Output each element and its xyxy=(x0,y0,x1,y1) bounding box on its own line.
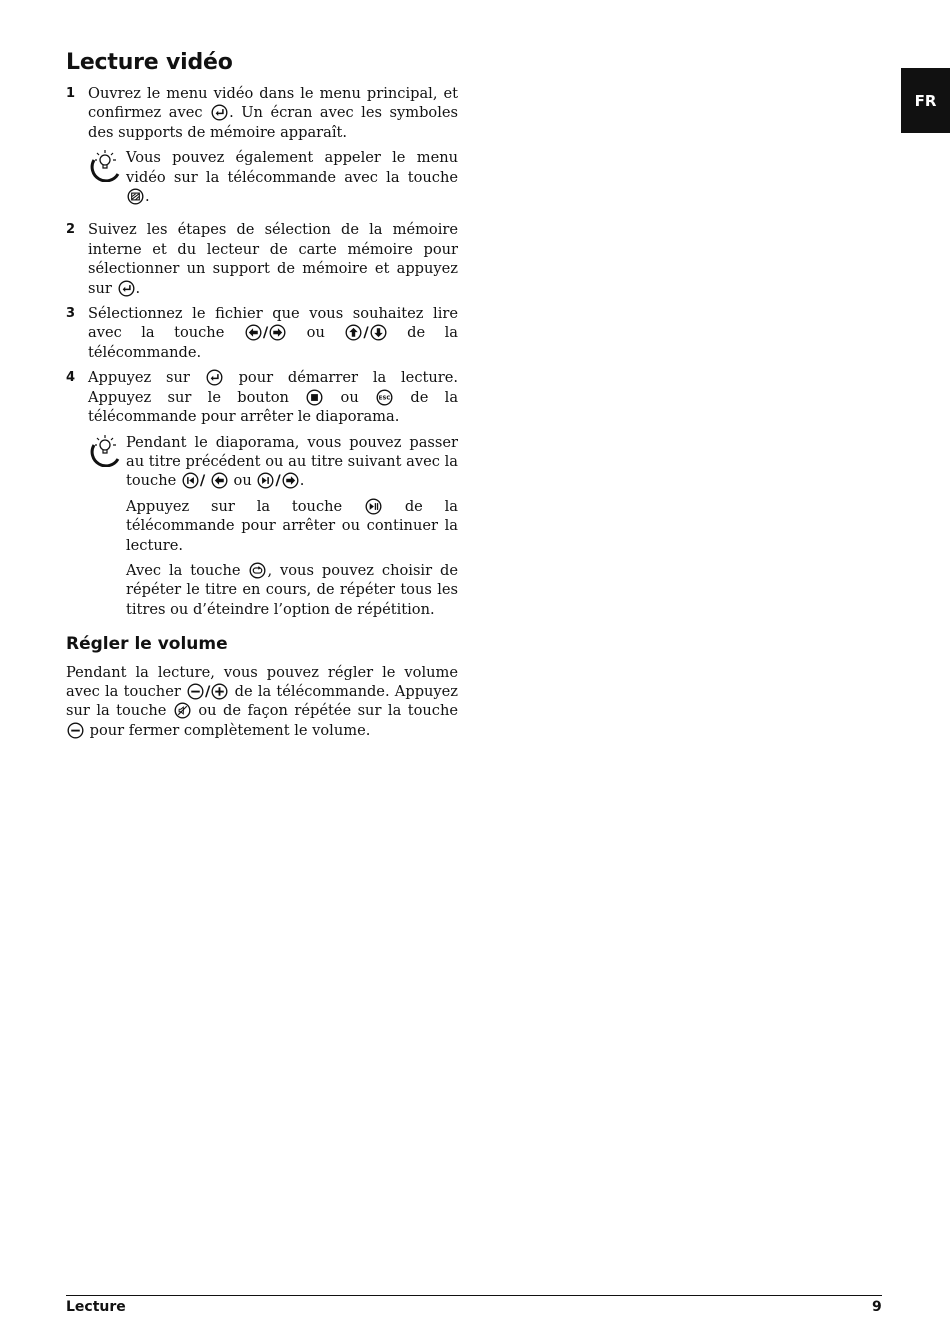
tip-box xyxy=(88,433,458,626)
step-number: 4 xyxy=(66,370,76,386)
tip-text: Pendant le diaporama, vous pouvez passer au titre précédent ou au titre suivant avec la touche xyxy=(126,433,458,490)
step-number: 1 xyxy=(66,86,76,101)
tip-lightbulb-icon xyxy=(88,433,126,626)
language-tab: FR xyxy=(901,68,950,133)
footer-divider xyxy=(66,1295,882,1296)
stop-icon xyxy=(306,389,323,406)
step-text: de la télécommande. xyxy=(88,324,458,361)
esc-icon xyxy=(376,389,393,406)
volume-minus-icon xyxy=(67,722,84,739)
volume-minus-icon xyxy=(187,683,204,700)
arrow-right-icon xyxy=(269,324,286,341)
next-track-icon xyxy=(257,472,274,489)
main-column xyxy=(66,84,458,740)
mute-icon xyxy=(174,702,191,719)
arrow-up-icon xyxy=(345,324,362,341)
step-text: . Un écran avec les symboles des supports de mémoire apparaît. xyxy=(88,104,459,141)
tip-text: , vous pouvez choisir de répéter le titre en cours, de répéter tous les titres ou d’éteindre l’option de répétition. xyxy=(126,561,458,618)
separator: / xyxy=(205,682,211,700)
tip-text: Avec la touche xyxy=(126,561,241,579)
step-2 xyxy=(66,220,458,298)
tip-text: de la télécommande pour arrêter ou continuer la lecture. xyxy=(126,497,458,554)
video-menu-icon xyxy=(127,188,144,205)
arrow-left-icon xyxy=(245,324,262,341)
step-text: pour démarrer la lecture. Appuyez sur le bouton xyxy=(88,369,459,406)
section-title: Régler le volume xyxy=(66,634,228,655)
volume-plus-icon xyxy=(211,683,228,700)
volume-paragraph xyxy=(66,663,458,741)
arrow-right-icon xyxy=(282,472,299,489)
step-4 xyxy=(66,368,458,426)
tip-text: . xyxy=(299,472,305,490)
play-pause-icon xyxy=(365,498,382,515)
paragraph-text: Pendant la lecture, vous pouvez régler le volume avec la toucher xyxy=(66,663,458,700)
step-number: 2 xyxy=(66,222,76,238)
step-text: Sélectionnez le fichier que vous souhaitez lire avec la touche xyxy=(88,305,458,342)
tip-text: . xyxy=(145,188,150,206)
separator: / xyxy=(275,472,281,490)
step-text: . xyxy=(135,279,141,297)
enter-icon xyxy=(206,369,223,386)
step-number: 3 xyxy=(66,306,76,322)
step-text: de la télécommande pour arrêter le diaporama. xyxy=(88,388,459,426)
page-title: Lecture vidéo xyxy=(66,50,233,75)
step-3 xyxy=(66,304,458,362)
paragraph-text: de la télécommande. Appuyez sur la touche xyxy=(66,682,459,720)
separator: / xyxy=(199,472,206,490)
separator: / xyxy=(262,324,269,342)
tip-text: ou xyxy=(233,472,252,490)
paragraph-text: ou de façon répétée sur la touche xyxy=(198,702,458,720)
svg-text:ESC: ESC xyxy=(378,395,391,402)
tip-text: Appuyez sur la touche xyxy=(126,497,343,515)
step-1 xyxy=(66,84,458,142)
tip-box xyxy=(88,148,458,212)
step-text: Suivez les étapes de sélection de la mémoire interne et du lecteur de carte mémoire pour sélectionner un support de mémoire et appuyez sur xyxy=(88,221,458,297)
enter-icon xyxy=(118,280,135,297)
separator: / xyxy=(363,324,369,342)
page-number: 9 xyxy=(872,1299,882,1315)
arrow-down-icon xyxy=(370,324,387,341)
repeat-icon xyxy=(249,562,266,579)
step-text: ou xyxy=(340,388,359,406)
previous-track-icon xyxy=(182,472,199,489)
tip-lightbulb-icon xyxy=(88,148,126,212)
step-text: Ouvrez le menu vidéo dans le menu principal, et confirmez avec xyxy=(88,85,458,122)
step-text: ou xyxy=(306,324,325,342)
arrow-left-icon xyxy=(211,472,228,489)
enter-icon xyxy=(211,104,228,121)
footer-section-name: Lecture xyxy=(66,1299,126,1315)
step-text: Appuyez sur xyxy=(88,369,190,387)
paragraph-text: pour fermer complètement le volume. xyxy=(89,721,371,739)
tip-text: Vous pouvez également appeler le menu vidéo sur la télécommande avec la touche xyxy=(126,149,458,186)
